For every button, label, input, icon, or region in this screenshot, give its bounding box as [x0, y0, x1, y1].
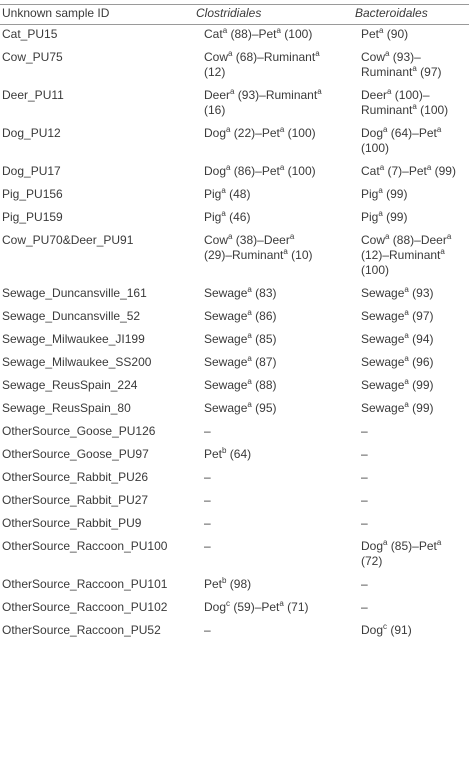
clostridiales-cell: [194, 353, 353, 376]
clostridiales-cell: [194, 284, 353, 307]
host-label: Deer: [263, 233, 290, 247]
table-row: [0, 124, 469, 162]
footnote-marker: a: [222, 26, 228, 35]
sample-id-cell: Cat_PU15: [2, 27, 58, 41]
sample-id-cell: Deer_PU11: [2, 88, 64, 102]
host-label: –: [361, 470, 368, 484]
percentage-value: (100): [416, 103, 449, 117]
percentage-value: (94): [408, 332, 434, 346]
table-row: [0, 185, 469, 208]
footnote-marker: a: [412, 102, 417, 111]
host-label: Sewage: [204, 286, 248, 300]
table-row: [0, 399, 469, 422]
footnote-marker: a: [279, 163, 285, 172]
clostridiales-cell: [194, 330, 353, 353]
sample-id-cell: Sewage_ReusSpain_224: [2, 378, 138, 392]
bacteroidales-cell: [353, 399, 469, 422]
percentage-value: (16): [204, 103, 226, 117]
host-label: –: [204, 470, 211, 484]
footnote-marker: a: [412, 64, 417, 73]
table-row: [0, 514, 469, 537]
percentage-value: (64): [226, 447, 252, 461]
footnote-marker: a: [404, 400, 409, 409]
header-row: [0, 5, 469, 25]
host-label: –: [361, 447, 368, 461]
footnote-marker: a: [247, 400, 252, 409]
sample-id-cell: OtherSource_Raccoon_PU102: [2, 600, 168, 614]
percentage-value: (72): [361, 554, 383, 568]
host-label: Cat: [361, 164, 380, 178]
host-label: Ruminant: [389, 248, 441, 262]
bacteroidales-cell: [353, 621, 469, 644]
sample-id-cell: Sewage_Duncansville_52: [2, 309, 141, 323]
sample-id-cell: OtherSource_Raccoon_PU101: [2, 577, 168, 591]
footnote-marker: a: [440, 247, 445, 256]
host-label: Pet: [418, 539, 437, 553]
percentage-value: (100): [284, 164, 316, 178]
percentage-value: (97): [416, 65, 442, 79]
percentage-value: (100)–: [391, 88, 430, 102]
bacteroidales-cell: [353, 48, 469, 86]
footnote-marker: a: [436, 538, 442, 547]
sample-id-cell: Pig_PU156: [2, 187, 63, 201]
clostridiales-cell: [194, 185, 353, 208]
footnote-marker: a: [247, 354, 252, 363]
footnote-marker: b: [222, 576, 227, 585]
footnote-marker: a: [247, 308, 252, 317]
percentage-value: (7)–: [384, 164, 409, 178]
sample-id-cell: Sewage_ReusSpain_80: [2, 401, 131, 415]
host-label: Ruminant: [265, 88, 318, 102]
host-label: Sewage: [361, 332, 405, 346]
header-clostridiales: Clostridiales: [196, 6, 262, 20]
percentage-value: (48): [225, 187, 251, 201]
host-label: Dog: [204, 600, 227, 614]
percentage-value: (96): [408, 355, 434, 369]
clostridiales-cell: [194, 537, 353, 575]
host-label: Pig: [204, 210, 222, 224]
host-label: Pet: [361, 27, 380, 41]
percentage-value: (85)–: [387, 539, 419, 553]
table-row: [0, 353, 469, 376]
clostridiales-cell: [194, 208, 353, 231]
host-label: Pig: [361, 187, 379, 201]
percentage-value: (99): [382, 210, 408, 224]
host-label: Sewage: [361, 355, 405, 369]
percentage-value: (71): [283, 600, 309, 614]
bacteroidales-cell: [353, 575, 469, 598]
host-label: Sewage: [204, 378, 248, 392]
host-label: Pet: [204, 577, 223, 591]
host-label: Pet: [418, 126, 437, 140]
host-label: –: [204, 623, 211, 637]
host-label: Cat: [204, 27, 223, 41]
footnote-marker: a: [279, 125, 285, 134]
bacteroidales-cell: [353, 162, 469, 185]
host-label: Cow: [361, 50, 386, 64]
host-label: Ruminant: [232, 248, 284, 262]
footnote-marker: a: [221, 209, 226, 218]
host-label: –: [204, 493, 211, 507]
bacteroidales-cell: [353, 208, 469, 231]
host-label: Cow: [204, 233, 229, 247]
host-label: Cow: [361, 233, 386, 247]
footnote-marker: a: [247, 331, 252, 340]
sample-id-cell: Dog_PU17: [2, 164, 61, 178]
host-label: Dog: [361, 623, 384, 637]
footnote-marker: a: [279, 599, 284, 608]
table-row: [0, 468, 469, 491]
footnote-marker: a: [446, 232, 452, 241]
table-row: [0, 537, 469, 575]
host-label: Pet: [261, 164, 280, 178]
clostridiales-cell: [194, 399, 353, 422]
percentage-value: (93)–: [234, 88, 266, 102]
host-label: Pig: [204, 187, 222, 201]
percentage-value: (88): [251, 378, 277, 392]
bacteroidales-cell: [353, 307, 469, 330]
percentage-value: (97): [408, 309, 434, 323]
host-label: Sewage: [204, 332, 248, 346]
table-row: [0, 330, 469, 353]
bacteroidales-cell: [353, 25, 469, 49]
footnote-marker: a: [383, 125, 388, 134]
table-row: [0, 491, 469, 514]
footnote-marker: a: [247, 377, 252, 386]
percentage-value: (46): [225, 210, 251, 224]
table-row: [0, 307, 469, 330]
sample-id-cell: Dog_PU12: [2, 126, 61, 140]
clostridiales-cell: [194, 86, 353, 124]
sample-id-cell: Sewage_Milwaukee_SS200: [2, 355, 152, 369]
host-label: Deer: [420, 233, 447, 247]
sample-id-cell: Cow_PU70&Deer_PU91: [2, 233, 134, 247]
footnote-marker: a: [378, 209, 383, 218]
sample-id-cell: OtherSource_Goose_PU126: [2, 424, 156, 438]
host-label: –: [204, 424, 211, 438]
clostridiales-cell: [194, 124, 353, 162]
host-label: Ruminant: [361, 65, 413, 79]
percentage-value: (12): [204, 65, 226, 79]
footnote-marker: a: [226, 163, 231, 172]
footnote-marker: a: [383, 538, 388, 547]
footnote-marker: a: [404, 308, 409, 317]
percentage-value: (93)–: [389, 50, 421, 64]
host-label: Sewage: [361, 378, 405, 392]
sample-id-cell: Sewage_Milwaukee_JI199: [2, 332, 145, 346]
host-label: Sewage: [361, 309, 405, 323]
sample-id-cell: OtherSource_Rabbit_PU26: [2, 470, 149, 484]
clostridiales-cell: [194, 621, 353, 644]
percentage-value: (59)–: [230, 600, 262, 614]
host-label: Pet: [258, 27, 277, 41]
percentage-value: (99): [431, 164, 456, 178]
clostridiales-cell: [194, 468, 353, 491]
percentage-value: (88)–: [227, 27, 259, 41]
footnote-marker: a: [404, 285, 409, 294]
footnote-marker: a: [385, 232, 390, 241]
footnote-marker: a: [404, 354, 409, 363]
bacteroidales-cell: [353, 353, 469, 376]
host-label: Dog: [204, 164, 227, 178]
table-row: [0, 284, 469, 307]
host-label: Sewage: [361, 401, 405, 415]
sample-id-cell: OtherSource_Rabbit_PU27: [2, 493, 149, 507]
sample-id-cell: OtherSource_Raccoon_PU52: [2, 623, 161, 637]
percentage-value: (10): [287, 248, 313, 262]
footnote-marker: a: [276, 26, 281, 35]
percentage-value: (91): [387, 623, 412, 637]
host-label: –: [361, 424, 368, 438]
clostridiales-cell: [194, 25, 353, 49]
footnote-marker: a: [228, 232, 233, 241]
footnote-marker: a: [228, 49, 233, 58]
percentage-value: (83): [251, 286, 277, 300]
footnote-marker: c: [226, 599, 231, 608]
footnote-marker: a: [436, 125, 442, 134]
percentage-value: (95): [251, 401, 277, 415]
clostridiales-cell: [194, 445, 353, 468]
host-label: Pig: [361, 210, 379, 224]
bacteroidales-cell: [353, 468, 469, 491]
table-row: [0, 208, 469, 231]
host-label: Pet: [261, 600, 280, 614]
percentage-value: (12)–: [361, 248, 390, 262]
host-label: Deer: [361, 88, 388, 102]
percentage-value: (87): [251, 355, 277, 369]
table-row: [0, 575, 469, 598]
percentage-value: (100): [361, 263, 390, 277]
footnote-marker: a: [226, 125, 231, 134]
table-row: [0, 231, 469, 284]
clostridiales-cell: [194, 48, 353, 86]
clostridiales-cell: [194, 376, 353, 399]
clostridiales-cell: [194, 307, 353, 330]
table-row: [0, 86, 469, 124]
sample-id-cell: Sewage_Duncansville_161: [2, 286, 147, 300]
host-label: Sewage: [204, 355, 248, 369]
host-label: Pet: [408, 164, 427, 178]
header-bacteroidales: Bacteroidales: [355, 6, 428, 20]
percentage-value: (64)–: [387, 126, 419, 140]
percentage-value: (100): [284, 126, 316, 140]
percentage-value: (85): [251, 332, 277, 346]
percentage-value: (22)–: [230, 126, 262, 140]
footnote-marker: b: [222, 446, 227, 455]
clostridiales-cell: [194, 575, 353, 598]
percentage-value: (68)–: [232, 50, 264, 64]
sample-id-cell: Cow_PU75: [2, 50, 63, 64]
footnote-marker: a: [317, 87, 322, 96]
bacteroidales-cell: [353, 376, 469, 399]
footnote-marker: a: [283, 247, 288, 256]
footnote-marker: a: [426, 163, 432, 172]
percentage-value: (29)–: [204, 248, 233, 262]
footnote-marker: a: [247, 285, 252, 294]
percentage-value: (86)–: [230, 164, 262, 178]
bacteroidales-cell: [353, 445, 469, 468]
footnote-marker: a: [404, 331, 409, 340]
host-label: –: [204, 516, 211, 530]
percentage-value: (100): [280, 27, 313, 41]
host-label: Dog: [361, 126, 384, 140]
table-row: [0, 162, 469, 185]
host-label: Dog: [204, 126, 227, 140]
host-label: Dog: [361, 539, 384, 553]
footnote-marker: a: [230, 87, 235, 96]
host-label: –: [361, 516, 368, 530]
bacteroidales-cell: [353, 422, 469, 445]
clostridiales-cell: [194, 231, 353, 284]
bacteroidales-cell: [353, 514, 469, 537]
host-label: Pet: [261, 126, 280, 140]
percentage-value: (88)–: [389, 233, 421, 247]
percentage-value: (93): [408, 286, 434, 300]
percentage-value: (38)–: [232, 233, 264, 247]
percentage-value: (99): [408, 378, 434, 392]
sample-id-cell: OtherSource_Rabbit_PU9: [2, 516, 142, 530]
bacteroidales-cell: [353, 124, 469, 162]
percentage-value: (90): [383, 27, 409, 41]
clostridiales-cell: [194, 162, 353, 185]
table-row: [0, 422, 469, 445]
percentage-value: (86): [251, 309, 277, 323]
host-label: –: [361, 493, 368, 507]
bacteroidales-cell: [353, 86, 469, 124]
bacteroidales-cell: [353, 231, 469, 284]
clostridiales-cell: [194, 422, 353, 445]
bacteroidales-cell: [353, 284, 469, 307]
sample-id-cell: OtherSource_Goose_PU97: [2, 447, 149, 461]
host-label: –: [361, 600, 368, 614]
footnote-marker: c: [383, 622, 388, 631]
footnote-marker: a: [385, 49, 390, 58]
host-label: –: [361, 577, 368, 591]
bacteroidales-cell: [353, 537, 469, 575]
host-label: –: [204, 539, 211, 553]
results-table: [0, 4, 469, 644]
footnote-marker: a: [404, 377, 409, 386]
host-label: Sewage: [204, 401, 248, 415]
clostridiales-cell: [194, 491, 353, 514]
table-row: [0, 48, 469, 86]
sample-id-cell: OtherSource_Raccoon_PU100: [2, 539, 168, 553]
host-label: Ruminant: [361, 103, 413, 117]
footnote-marker: a: [289, 232, 295, 241]
footnote-marker: a: [379, 26, 384, 35]
table-row: [0, 445, 469, 468]
host-label: Sewage: [361, 286, 405, 300]
table-header: [0, 5, 469, 25]
percentage-value: (98): [226, 577, 252, 591]
bacteroidales-cell: [353, 491, 469, 514]
table-row: [0, 598, 469, 621]
percentage-value: (99): [408, 401, 434, 415]
clostridiales-cell: [194, 514, 353, 537]
footnote-marker: a: [221, 186, 226, 195]
sample-id-cell: Pig_PU159: [2, 210, 63, 224]
host-label: Cow: [204, 50, 229, 64]
host-label: Pet: [204, 447, 223, 461]
percentage-value: (100): [361, 141, 390, 155]
table-row: [0, 25, 469, 49]
bacteroidales-cell: [353, 598, 469, 621]
host-label: Deer: [204, 88, 231, 102]
table-body: [0, 25, 469, 645]
host-label: Ruminant: [263, 50, 316, 64]
host-label: Sewage: [204, 309, 248, 323]
bacteroidales-cell: [353, 330, 469, 353]
bacteroidales-cell: [353, 185, 469, 208]
header-sample-id: Unknown sample ID: [2, 6, 110, 20]
footnote-marker: a: [379, 163, 385, 172]
table-row: [0, 376, 469, 399]
clostridiales-cell: [194, 598, 353, 621]
table-row: [0, 621, 469, 644]
footnote-marker: a: [378, 186, 383, 195]
percentage-value: (99): [382, 187, 408, 201]
footnote-marker: a: [315, 49, 320, 58]
footnote-marker: a: [387, 87, 392, 96]
